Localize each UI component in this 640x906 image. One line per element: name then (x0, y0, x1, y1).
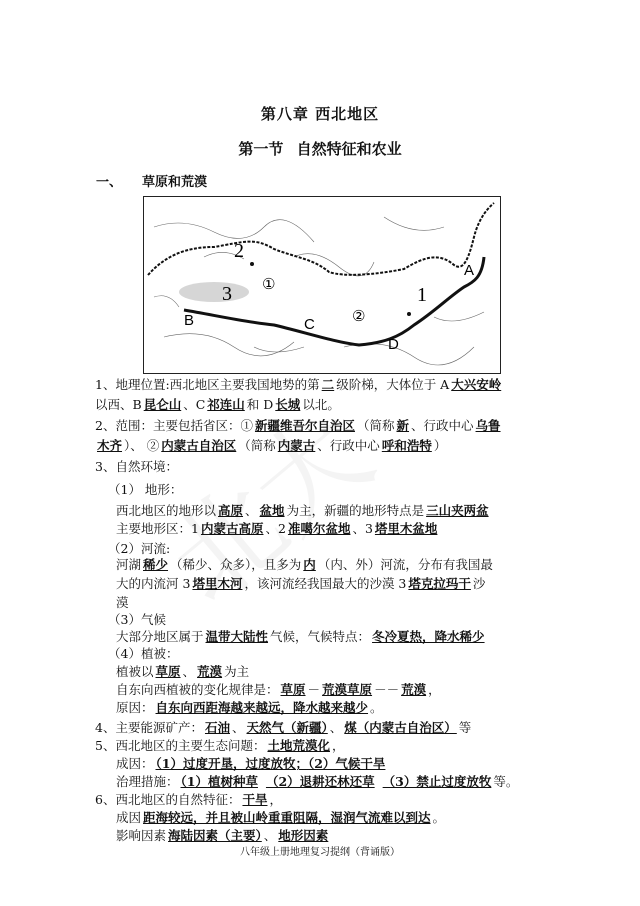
part-title: 草原和荒漠 (142, 175, 208, 190)
line-9: （2）河流: (108, 541, 171, 556)
line-23: 6、西北地区的自然特征： 干旱 ， (95, 792, 282, 807)
line-16: 植被以 草原 、 荒漠 为主 (116, 664, 250, 679)
part-number: 一、 (96, 175, 123, 190)
map-label-D: D (388, 336, 399, 353)
line-10: 河湖 稀少 （稀少、众多），且多为 内 （内、外）河流，分布有我国最 (116, 557, 493, 572)
chapter-title: 第八章 西北地区 (260, 105, 380, 123)
line-25: 影响因素 海陆因素（主要） 、 地形因素 (116, 828, 329, 843)
line-3: 2、范围：主要包括省区：① 新疆维吾尔自治区 （简称 新 、行政中心 乌鲁 (95, 418, 501, 433)
map-label-B: B (184, 312, 195, 329)
line-4: 木齐 ）、 ② 内蒙古自治区 （简称 内蒙古 、行政中心 呼和浩特 ） (97, 438, 447, 453)
map-label-1: 1 (417, 284, 427, 306)
line-8: 主要地形区：1 内蒙古高原 、2 准噶尔盆地 、3 塔里木盆地 (116, 521, 438, 536)
line-24: 成因 距海较远，并且被山岭重重阻隔，湿润气流难以到达 。 (116, 810, 446, 825)
map-label-C: C (304, 316, 315, 333)
line-12: 漠 (116, 595, 129, 610)
line-1: 1、地理位置:西北地区主要我国地势的第 二 级阶梯，大体位于 A 大兴安岭 (95, 377, 502, 392)
line-22: 治理措施： （1）植树种草 （2）退耕还林还草 （3）禁止过度放牧 等。 (116, 774, 519, 789)
line-14: 大部分地区属于 温带大陆性 气候，气候特点： 冬冷夏热，降水稀少 (116, 629, 485, 644)
region-boundary-line (148, 203, 494, 275)
line-2: 以西、B 昆仑山 、C 祁连山 和 D 长城 以北。 (95, 397, 340, 412)
northwest-region-map (143, 196, 501, 374)
line-18: 原因： 自东向西距海越来越远，降水越来越少 。 (116, 700, 383, 715)
map-label-A: A (464, 262, 475, 279)
line-19: 4、主要能源矿产： 石油 、 天然气（新疆） 、 煤（内蒙古自治区） 等 (95, 720, 472, 735)
line-5: 3、自然环境： (95, 459, 178, 474)
section-title: 第一节 自然特征和农业 (238, 140, 402, 158)
line-11: 大的内流河 3 塔里木河 ，该河流经我国最大的沙漠 3 塔克拉玛干 沙 (116, 576, 486, 591)
page-footer: 八年级上册地理复习提纲（背诵版） (240, 847, 400, 858)
line-13: （3）气候 (108, 612, 166, 627)
part-heading (96, 171, 207, 190)
line-6: （1） 地形： (108, 482, 183, 497)
map-label-3: 3 (222, 283, 232, 305)
line-17: 自东向西植被的变化规律是： 草原 － 荒漠草原 －－ 荒漠 ， (116, 682, 441, 697)
line-21: 成因： （1）过度开垦，过度放牧；（2）气候干旱 (116, 756, 386, 771)
line-20: 5、西北地区的主要生态问题： 土地荒漠化 ， (95, 738, 345, 753)
map-label-circle-1: ① (262, 275, 276, 293)
line-7: 西北地区的地形以 高原 、 盆地 为主，新疆的地形特点是 三山夹两盆 (116, 503, 489, 518)
map-label-circle-2: ② (352, 307, 366, 325)
map-label-2: 2 (234, 240, 244, 262)
line-15: （4）植被： (108, 646, 179, 661)
